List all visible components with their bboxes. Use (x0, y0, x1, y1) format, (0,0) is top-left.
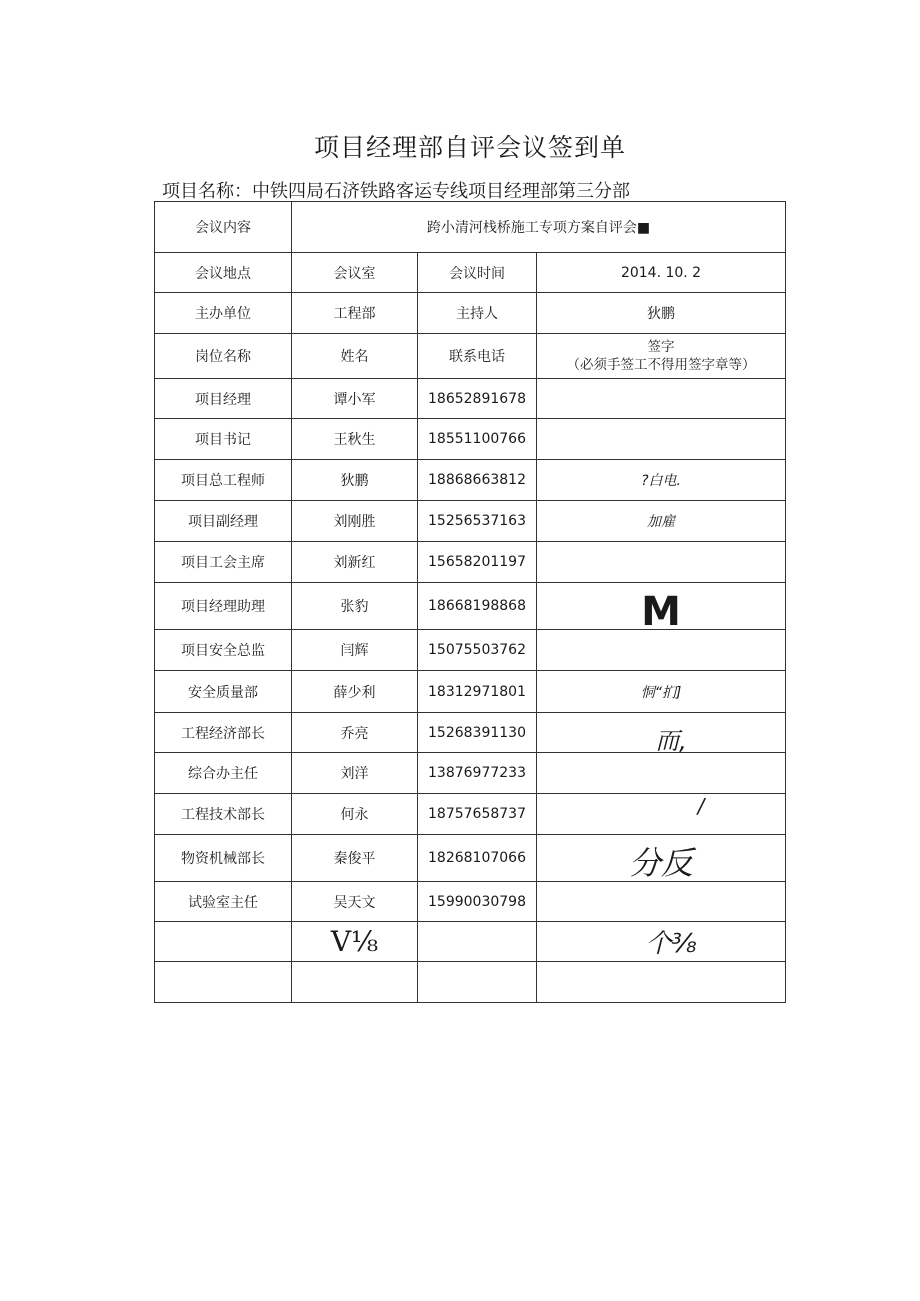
position-cell: 工程经济部长 (155, 713, 292, 753)
column-header-position: 岗位名称 (155, 334, 292, 379)
handwritten-signature: M (641, 589, 681, 630)
table-row (155, 713, 786, 753)
meeting-content-label: 会议内容 (155, 202, 292, 253)
table-row (155, 501, 786, 542)
signature-cell (537, 460, 786, 501)
signature-header-note: （必须手签工不得用签字章等） (566, 357, 756, 373)
phone-cell: 18551100766 (418, 419, 537, 460)
signature-cell (537, 835, 786, 882)
name-cell: 秦俊平 (292, 835, 418, 882)
position-cell: 安全质量部 (155, 671, 292, 713)
name-cell: 何永 (292, 794, 418, 835)
name-cell: 薛少利 (292, 671, 418, 713)
name-cell: 狄鹏 (292, 460, 418, 501)
phone-cell: 15256537163 (418, 501, 537, 542)
phone-cell: 15075503762 (418, 630, 537, 671)
phone-cell: 18312971801 (418, 671, 537, 713)
signature-cell (537, 922, 786, 962)
host-unit-label: 主办单位 (155, 293, 292, 334)
position-cell (155, 962, 292, 1003)
signature-header-title: 签字 (647, 339, 675, 355)
handwritten-signature: / (697, 794, 705, 818)
signature-cell (537, 583, 786, 630)
table-row (155, 962, 786, 1003)
phone-cell: 18652891678 (418, 379, 537, 419)
signature-cell (537, 671, 786, 713)
phone-cell: 18668198868 (418, 583, 537, 630)
signature-cell (537, 713, 786, 753)
table-row (155, 630, 786, 671)
table-row (155, 882, 786, 922)
sign-in-table (154, 201, 786, 1003)
phone-cell: 13876977233 (418, 753, 537, 794)
table-row (155, 583, 786, 630)
meeting-location-value: 会议室 (292, 253, 418, 293)
handwritten-signature: 而, (655, 727, 687, 753)
phone-cell: 18757658737 (418, 794, 537, 835)
name-cell: 张豹 (292, 583, 418, 630)
name-cell (292, 922, 418, 962)
project-name: 项目名称：中铁四局石济铁路客运专线项目经理部第三分部 (162, 181, 630, 202)
handwritten-signature: 恫“扪] (640, 684, 682, 701)
position-cell: 物资机械部长 (155, 835, 292, 882)
handwritten-signature: ?白电. (641, 473, 681, 489)
document-title: 项目经理部自评会议签到单 (313, 133, 626, 162)
phone-cell: 15658201197 (418, 542, 537, 583)
position-cell (155, 922, 292, 962)
position-cell: 项目副经理 (155, 501, 292, 542)
signature-cell (537, 630, 786, 671)
column-header-phone: 联系电话 (418, 334, 537, 379)
signature-cell (537, 379, 786, 419)
table-row (155, 542, 786, 583)
signature-cell (537, 794, 786, 835)
table-row (155, 671, 786, 713)
table-row (155, 419, 786, 460)
signature-cell (537, 753, 786, 794)
name-cell: 刘洋 (292, 753, 418, 794)
handwritten-signature: 个⅜ (645, 929, 697, 959)
position-cell: 综合办主任 (155, 753, 292, 794)
meeting-content-value: 跨小清河栈桥施工专项方案自评会■ (292, 202, 786, 253)
meeting-time-label: 会议时间 (418, 253, 537, 293)
signature-cell (537, 419, 786, 460)
phone-cell (418, 922, 537, 962)
name-cell: 乔亮 (292, 713, 418, 753)
handwritten-name: V⅛ (330, 925, 379, 958)
column-header-signature (537, 334, 786, 379)
phone-cell: 18868663812 (418, 460, 537, 501)
name-cell: 闫辉 (292, 630, 418, 671)
table-row (155, 794, 786, 835)
position-cell: 项目工会主席 (155, 542, 292, 583)
signature-cell (537, 962, 786, 1003)
name-cell: 刘新红 (292, 542, 418, 583)
host-label: 主持人 (418, 293, 537, 334)
table-row (155, 835, 786, 882)
phone-cell (418, 962, 537, 1003)
handwritten-signature: 分反 (629, 844, 694, 882)
signature-cell (537, 882, 786, 922)
phone-cell: 15268391130 (418, 713, 537, 753)
signature-cell (537, 542, 786, 583)
handwritten-signature: 加雇 (647, 514, 676, 530)
position-cell: 试验室主任 (155, 882, 292, 922)
signature-cell (537, 501, 786, 542)
table-row (155, 753, 786, 794)
column-header-name: 姓名 (292, 334, 418, 379)
table-row (155, 460, 786, 501)
position-cell: 项目书记 (155, 419, 292, 460)
phone-cell: 18268107066 (418, 835, 537, 882)
name-cell: 吴天文 (292, 882, 418, 922)
meeting-location-label: 会议地点 (155, 253, 292, 293)
name-cell (292, 962, 418, 1003)
position-cell: 项目安全总监 (155, 630, 292, 671)
name-cell: 谭小军 (292, 379, 418, 419)
host-value: 狄鹏 (537, 293, 786, 334)
phone-cell: 15990030798 (418, 882, 537, 922)
table-row (155, 922, 786, 962)
host-unit-value: 工程部 (292, 293, 418, 334)
meeting-time-value: 2014. 10. 2 (537, 253, 786, 293)
position-cell: 工程技术部长 (155, 794, 292, 835)
table-row (155, 379, 786, 419)
position-cell: 项目经理 (155, 379, 292, 419)
name-cell: 刘刚胜 (292, 501, 418, 542)
name-cell: 王秋生 (292, 419, 418, 460)
position-cell: 项目经理助理 (155, 583, 292, 630)
position-cell: 项目总工程师 (155, 460, 292, 501)
